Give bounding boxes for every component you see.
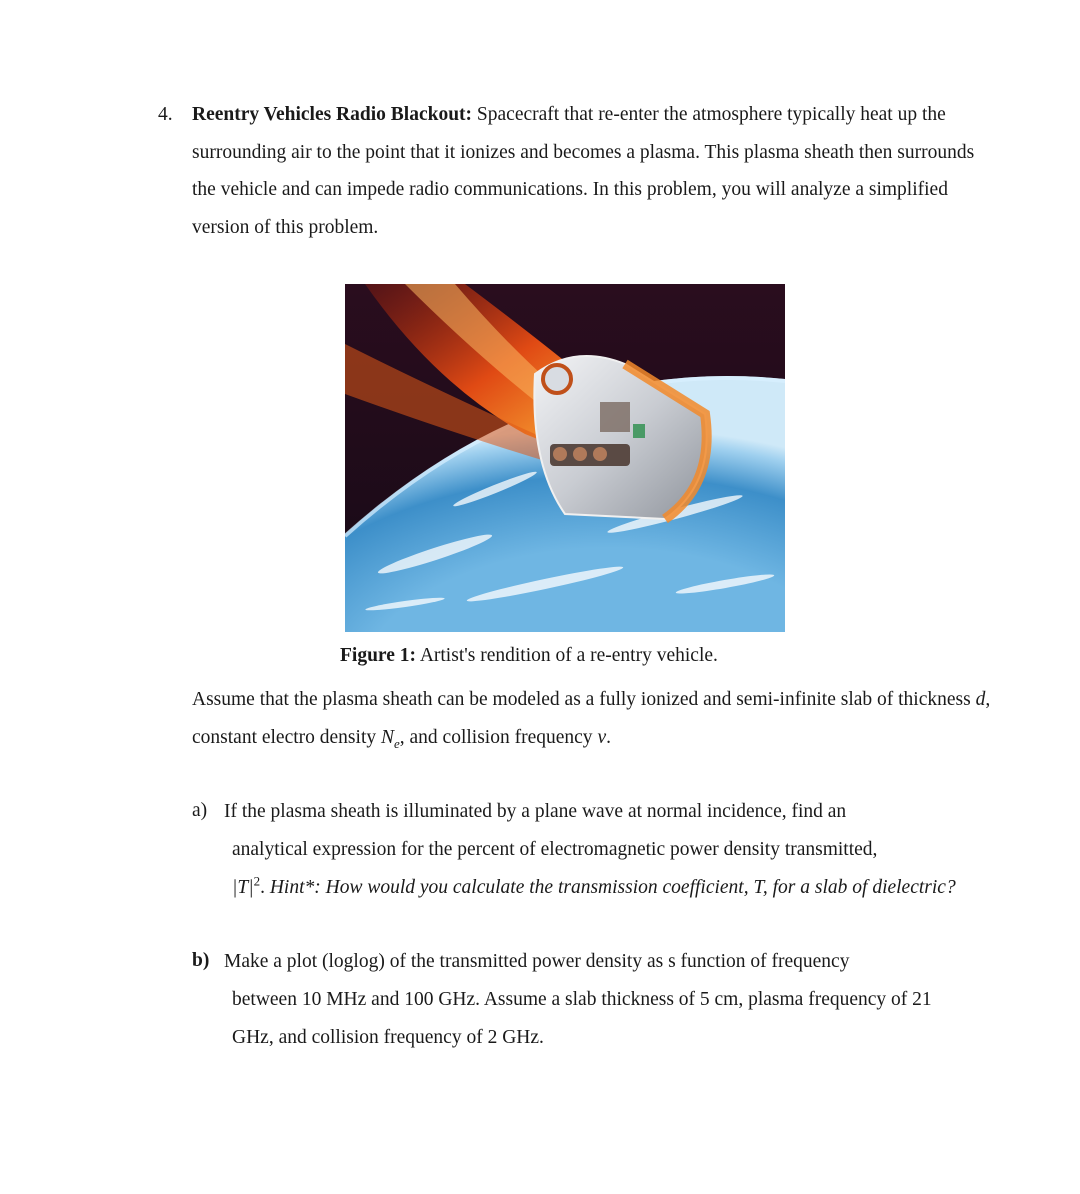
var-N-sub: e <box>394 735 400 751</box>
part-b-marker: b) <box>192 950 210 971</box>
part-a-body <box>232 831 992 906</box>
figure-caption-text: Artist's rendition of a re-entry vehicle. <box>416 645 718 666</box>
assumption-text-1: Assume that the plasma sheath can be modeled as a fully ionized and semi-infinite slab of thickness <box>192 689 976 710</box>
hint-end: , for a slab of dielectric? <box>762 876 956 898</box>
assumption-text-3: , and collision frequency <box>399 726 598 748</box>
part-b-rest: between 10 MHz and 100 GHz. Assume a slab thickness of 5 cm, plasma frequency of 21 GHz, and collision frequency of 2 GHz. <box>232 989 932 1048</box>
assumption-text-4: . <box>606 726 611 748</box>
var-d: d <box>975 689 986 710</box>
hint-T: T <box>753 876 763 898</box>
assumption-paragraph <box>192 681 992 756</box>
part-a-line-2: analytical expression for the percent of electromagnetic power density transmitted, <box>232 839 878 860</box>
figure-caption-label: Figure 1: <box>340 645 417 666</box>
hint-text: Hint*: How would you calculate the transmission coefficient, <box>269 876 754 898</box>
reentry-vehicle-figure <box>345 284 785 632</box>
part-a-hint <box>232 869 992 907</box>
problem-number: 4. <box>158 104 173 125</box>
reentry-vehicle-illustration <box>345 284 785 632</box>
problem-title: Reentry Vehicles Radio Blackout: <box>192 104 473 125</box>
part-a-line-1: If the plasma sheath is illuminated by a plane wave at normal incidence, find an <box>224 801 847 822</box>
problem-intro <box>192 96 992 246</box>
var-N: N <box>380 726 394 748</box>
part-b-line-1: Make a plot (loglog) of the transmitted power density as s function of frequency <box>224 951 850 972</box>
after-T: . <box>260 876 270 898</box>
abs-T: |T| <box>232 876 254 898</box>
var-nu: ν <box>597 726 607 748</box>
assumption-text-2: , constant electro density <box>192 689 991 748</box>
figure-caption <box>340 645 718 667</box>
part-a-marker: a) <box>192 800 208 821</box>
abs-T-sup: 2 <box>253 873 261 888</box>
problem-intro-text: Spacecraft that re-enter the atmosphere typically heat up the surrounding air to the point that it ionizes and becomes a plasma. This plasma sheath then surrounds the vehicle and can impede radio communications. In this problem, you will analyze a simplified version of this problem. <box>192 104 975 238</box>
